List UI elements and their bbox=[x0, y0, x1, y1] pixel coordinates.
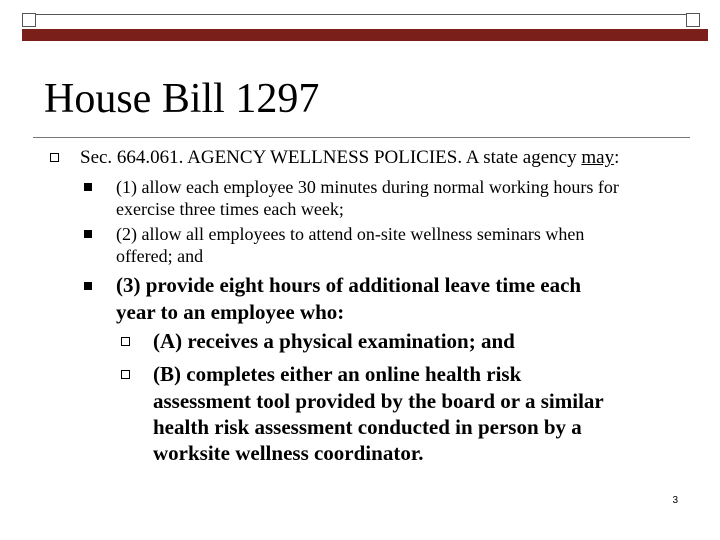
header-square-right bbox=[686, 13, 700, 27]
square-bullet-icon bbox=[84, 282, 92, 290]
hollow-square-bullet-icon bbox=[50, 153, 59, 162]
subitem-b-line-4: worksite wellness coordinator. bbox=[153, 441, 424, 465]
subitem-a-line-1: (A) receives a physical examination; and bbox=[153, 329, 515, 353]
list-item-3-line-1: (3) provide eight hours of additional leave time each bbox=[116, 273, 582, 297]
subitem-b-line-1: (B) completes either an online health risk bbox=[153, 362, 522, 386]
subitem-b-line-2: assessment tool provided by the board or a similar bbox=[153, 389, 604, 413]
hollow-square-bullet-icon bbox=[121, 370, 130, 379]
list-item-1-line-1: (1) allow each employee 30 minutes during normal working hours for bbox=[116, 177, 619, 197]
square-bullet-icon bbox=[84, 183, 92, 191]
section-suffix: : bbox=[614, 147, 620, 168]
subitem-b-line-3: health risk assessment conducted in person by a bbox=[153, 415, 582, 439]
slide-title: House Bill 1297 bbox=[44, 76, 320, 122]
section-emphasis: may bbox=[581, 147, 615, 168]
square-bullet-icon bbox=[84, 230, 92, 238]
hollow-square-bullet-icon bbox=[121, 337, 130, 346]
section-text: Sec. 664.061. AGENCY WELLNESS POLICIES. A state agency bbox=[80, 147, 582, 168]
header-line bbox=[36, 14, 686, 15]
header-bar bbox=[22, 29, 708, 41]
list-item-2-line-2: offered; and bbox=[116, 246, 204, 266]
list-item-1-line-2: exercise three times each week; bbox=[116, 199, 344, 219]
page-number: 3 bbox=[672, 495, 678, 506]
section-heading bbox=[80, 147, 619, 169]
list-item-3-line-2: year to an employee who: bbox=[116, 300, 345, 324]
title-rule bbox=[33, 137, 690, 138]
header-square-left bbox=[22, 13, 36, 27]
list-item-2-line-1: (2) allow all employees to attend on-site wellness seminars when bbox=[116, 224, 585, 244]
